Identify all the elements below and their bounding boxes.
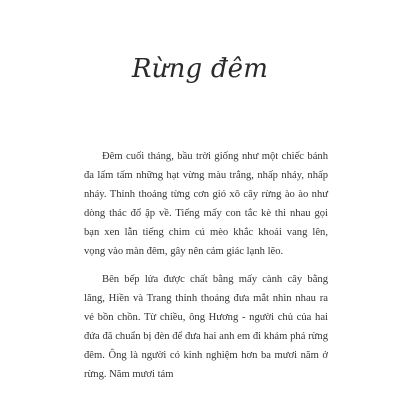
chapter-title: Rừng đêm [131,54,269,84]
body-text [84,147,328,393]
paragraph-1: Đêm cuối tháng, bầu trời giống như một chiếc bánh đa lấm tấm những hạt vừng màu trắng, nhấp nháy, nhấp nháy. Thỉnh thoảng từng cơn gió xô cây rừng ào ào như dòng thác đổ ập về. Tiếng mấy con tắc kè thi nhau gọi bạn xen lẫn tiếng chim cú mèo khắc khoải vang lên, vọng vào màn đêm, gây nên cảm giác lạnh lẽo. [84,151,328,257]
paragraph-2: Bên bếp lửa được chất bằng mấy cành cây bằng lăng, Hiền và Trang thỉnh thoảng đưa mắt nhìn nhau ra vẻ bồn chồn. Từ chiều, ông Hương - người chủ của hai đứa đã chuẩn bị đèn để đưa hai anh em đi khám phá rừng đêm. Ông là người có kinh nghiệm hơn ba mươi năm ở rừng. Năm mươi tám [84,274,328,380]
